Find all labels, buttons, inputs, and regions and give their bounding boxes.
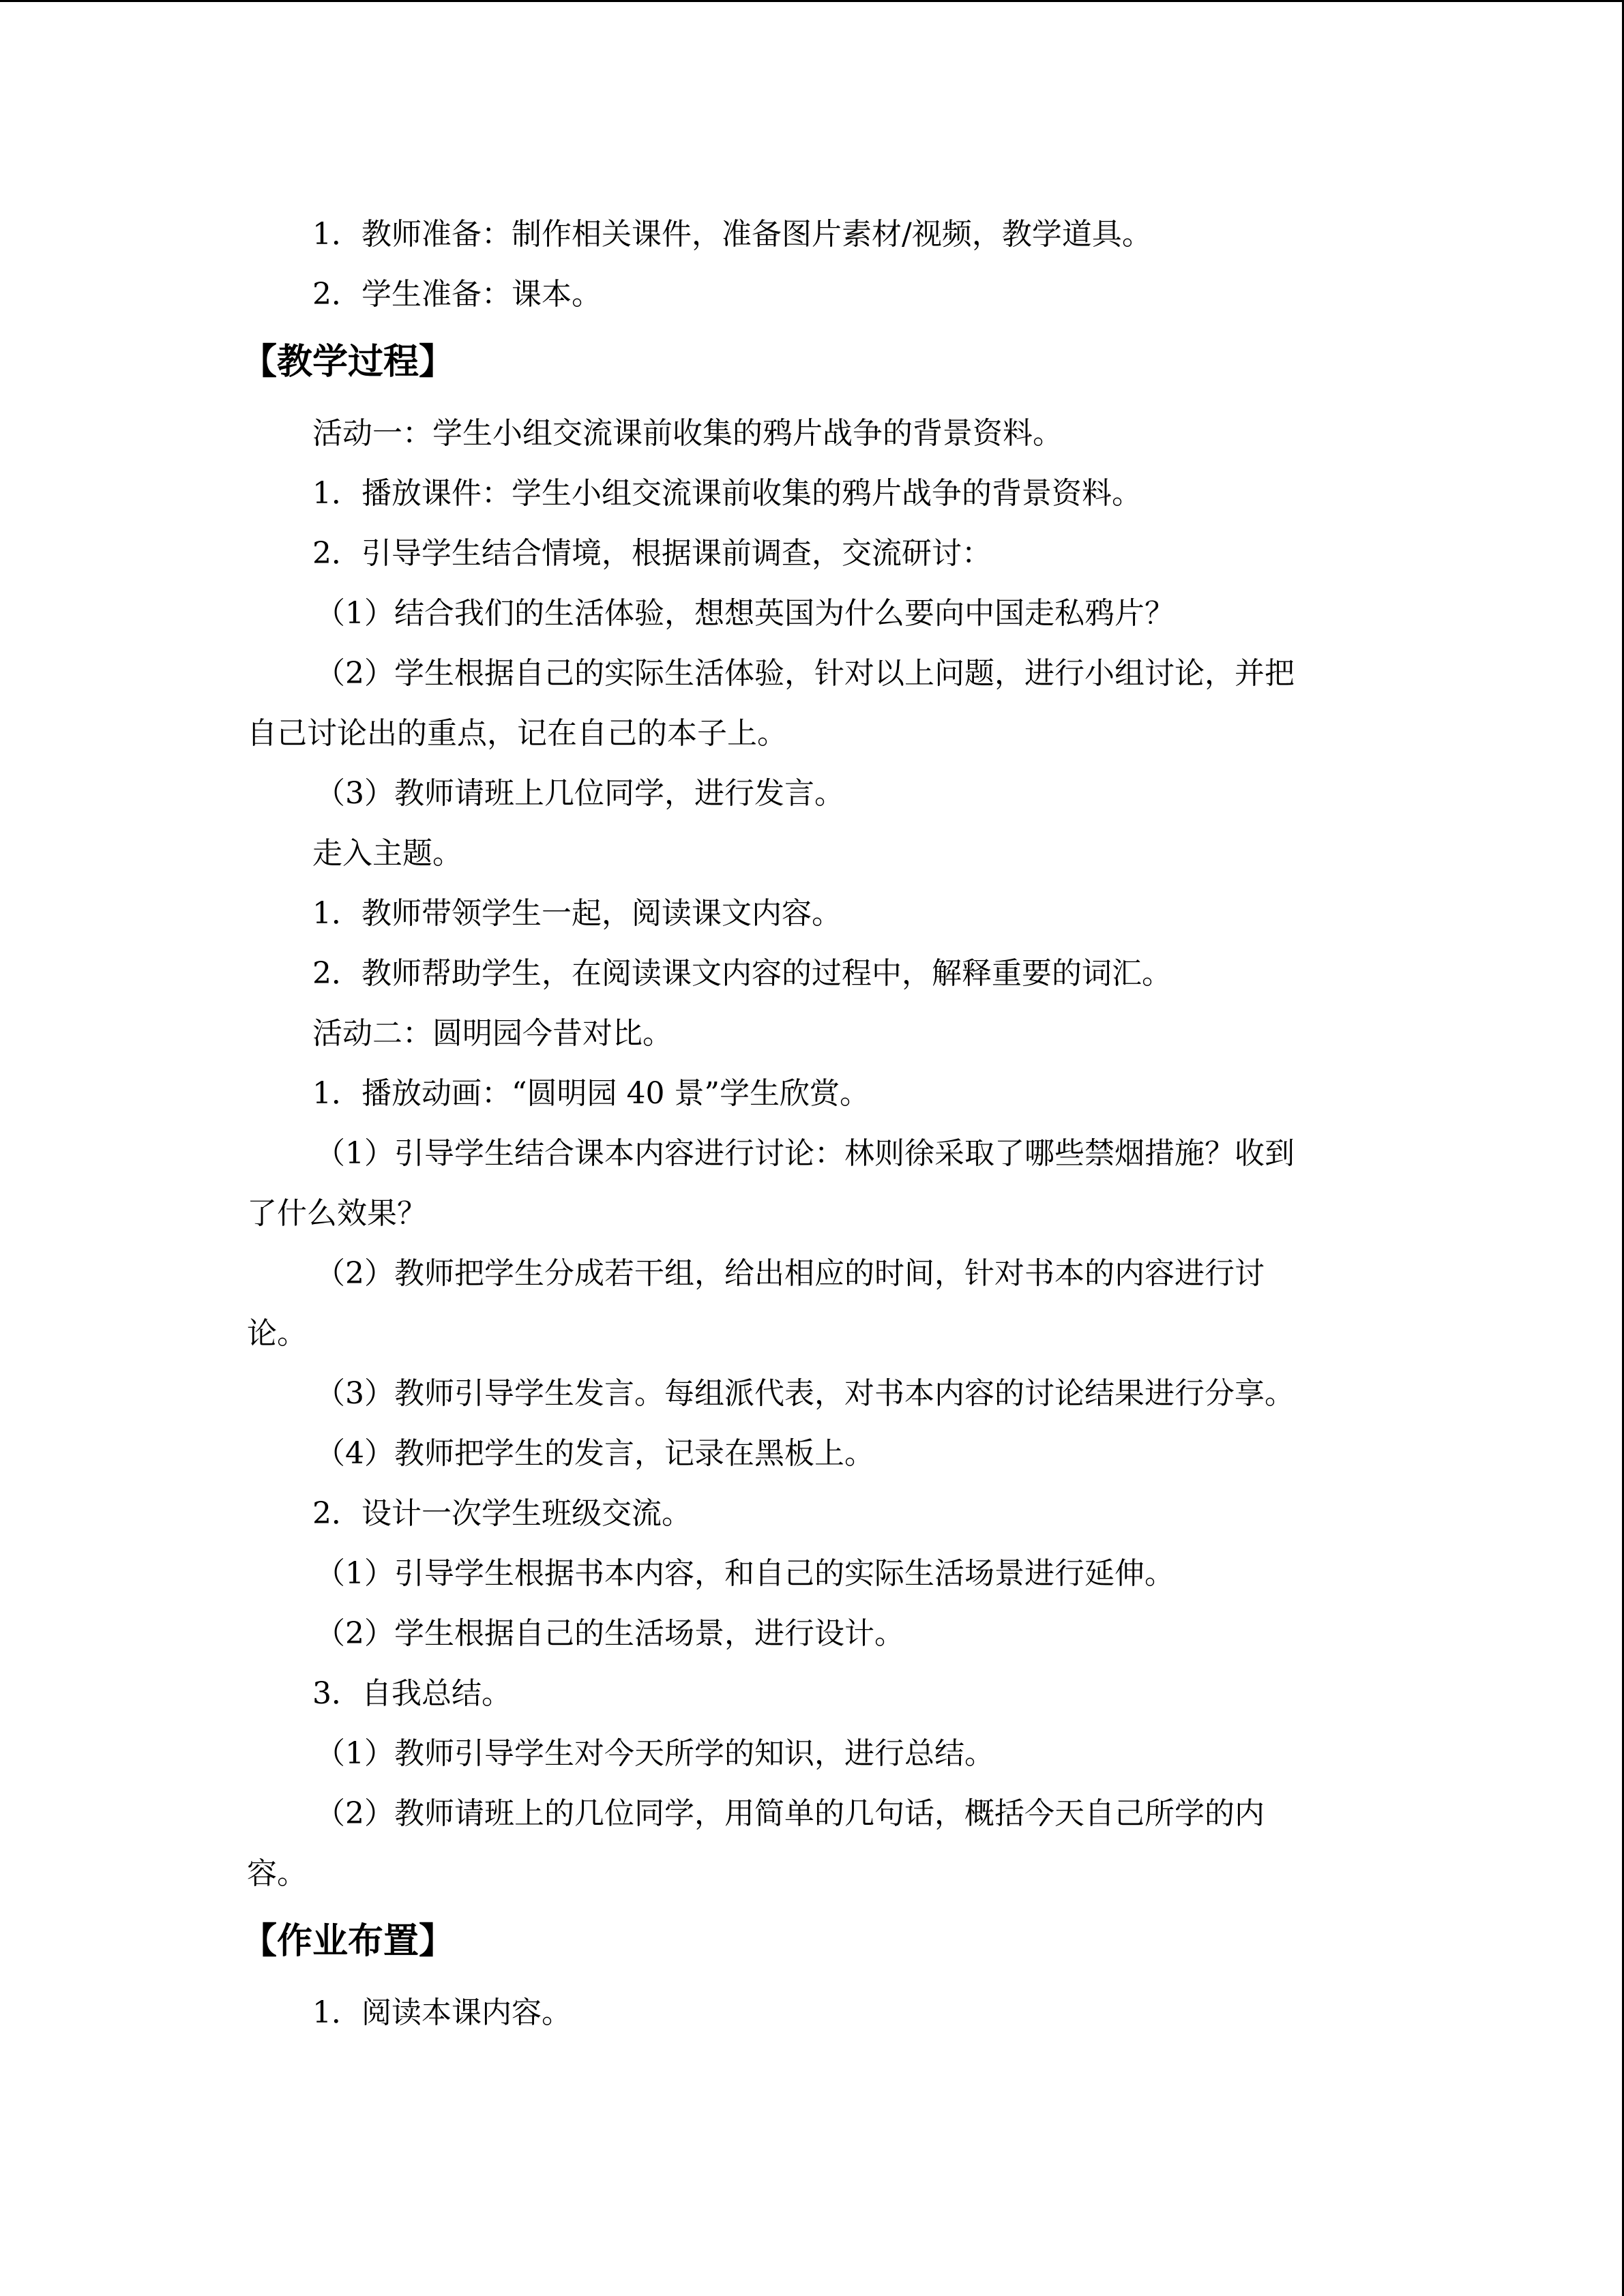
process-line: （4）教师把学生的发言，记录在黑板上。 [315,1436,874,1471]
document-body [241,205,1379,2043]
process-line: 2．引导学生结合情境，根据课前调查，交流研讨： [312,536,992,571]
process-line: 活动一：学生小组交流课前收集的鸦片战争的背景资料。 [312,416,1063,451]
process-line: 1．播放动画：“圆明园 40 景”学生欣赏。 [312,1076,870,1111]
process-line: （3）教师引导学生发言。每组派代表，对书本内容的讨论结果进行分享。 [315,1376,1295,1411]
homework-item: 1．阅读本课内容。 [312,1995,572,2030]
process-line: （2）教师请班上的几位同学，用简单的几句话，概括今天自己所学的内 [315,1796,1265,1831]
process-line: （2）学生根据自己的生活场景，进行设计。 [315,1616,904,1651]
process-line: 3．自我总结。 [312,1676,512,1711]
prep-item-teacher: 1．教师准备：制作相关课件，准备图片素材/视频，教学道具。 [312,217,1152,252]
process-section [247,404,1379,1904]
process-line: 了什么效果？ [247,1196,427,1231]
process-line: （1）结合我们的生活体验，想想英国为什么要向中国走私鸦片？ [315,596,1175,631]
process-line: 1．教师带领学生一起，阅读课文内容。 [312,896,842,931]
process-line: 论。 [247,1316,307,1351]
process-line: 1．播放课件：学生小组交流课前收集的鸦片战争的背景资料。 [312,476,1142,511]
section-heading-process: 【教学过程】 [241,342,455,383]
process-line: 2．教师帮助学生，在阅读课文内容的过程中，解释重要的词汇。 [312,956,1172,991]
process-line: 自己讨论出的重点，记在自己的本子上。 [247,716,787,751]
page-top-border [0,0,1624,2]
process-line: （1）引导学生结合课本内容进行讨论：林则徐采取了哪些禁烟措施？收到 [315,1136,1295,1171]
process-line: 走入主题。 [312,836,462,871]
process-line: 活动二：圆明园今昔对比。 [312,1016,673,1051]
process-line: （2）学生根据自己的实际生活体验，针对以上问题，进行小组讨论，并把 [315,656,1295,691]
process-line: 容。 [247,1856,307,1891]
process-line: （2）教师把学生分成若干组，给出相应的时间，针对书本的内容进行讨 [315,1256,1265,1291]
process-line: （1）引导学生根据书本内容，和自己的实际生活场景进行延伸。 [315,1556,1175,1591]
prep-item-student: 2．学生准备：课本。 [312,277,602,312]
section-heading-homework: 【作业布置】 [241,1921,455,1962]
process-line: （1）教师引导学生对今天所学的知识，进行总结。 [315,1736,994,1771]
process-line: （3）教师请班上几位同学，进行发言。 [315,776,844,811]
homework-section [247,1983,1379,2043]
process-line: 2．设计一次学生班级交流。 [312,1496,692,1531]
